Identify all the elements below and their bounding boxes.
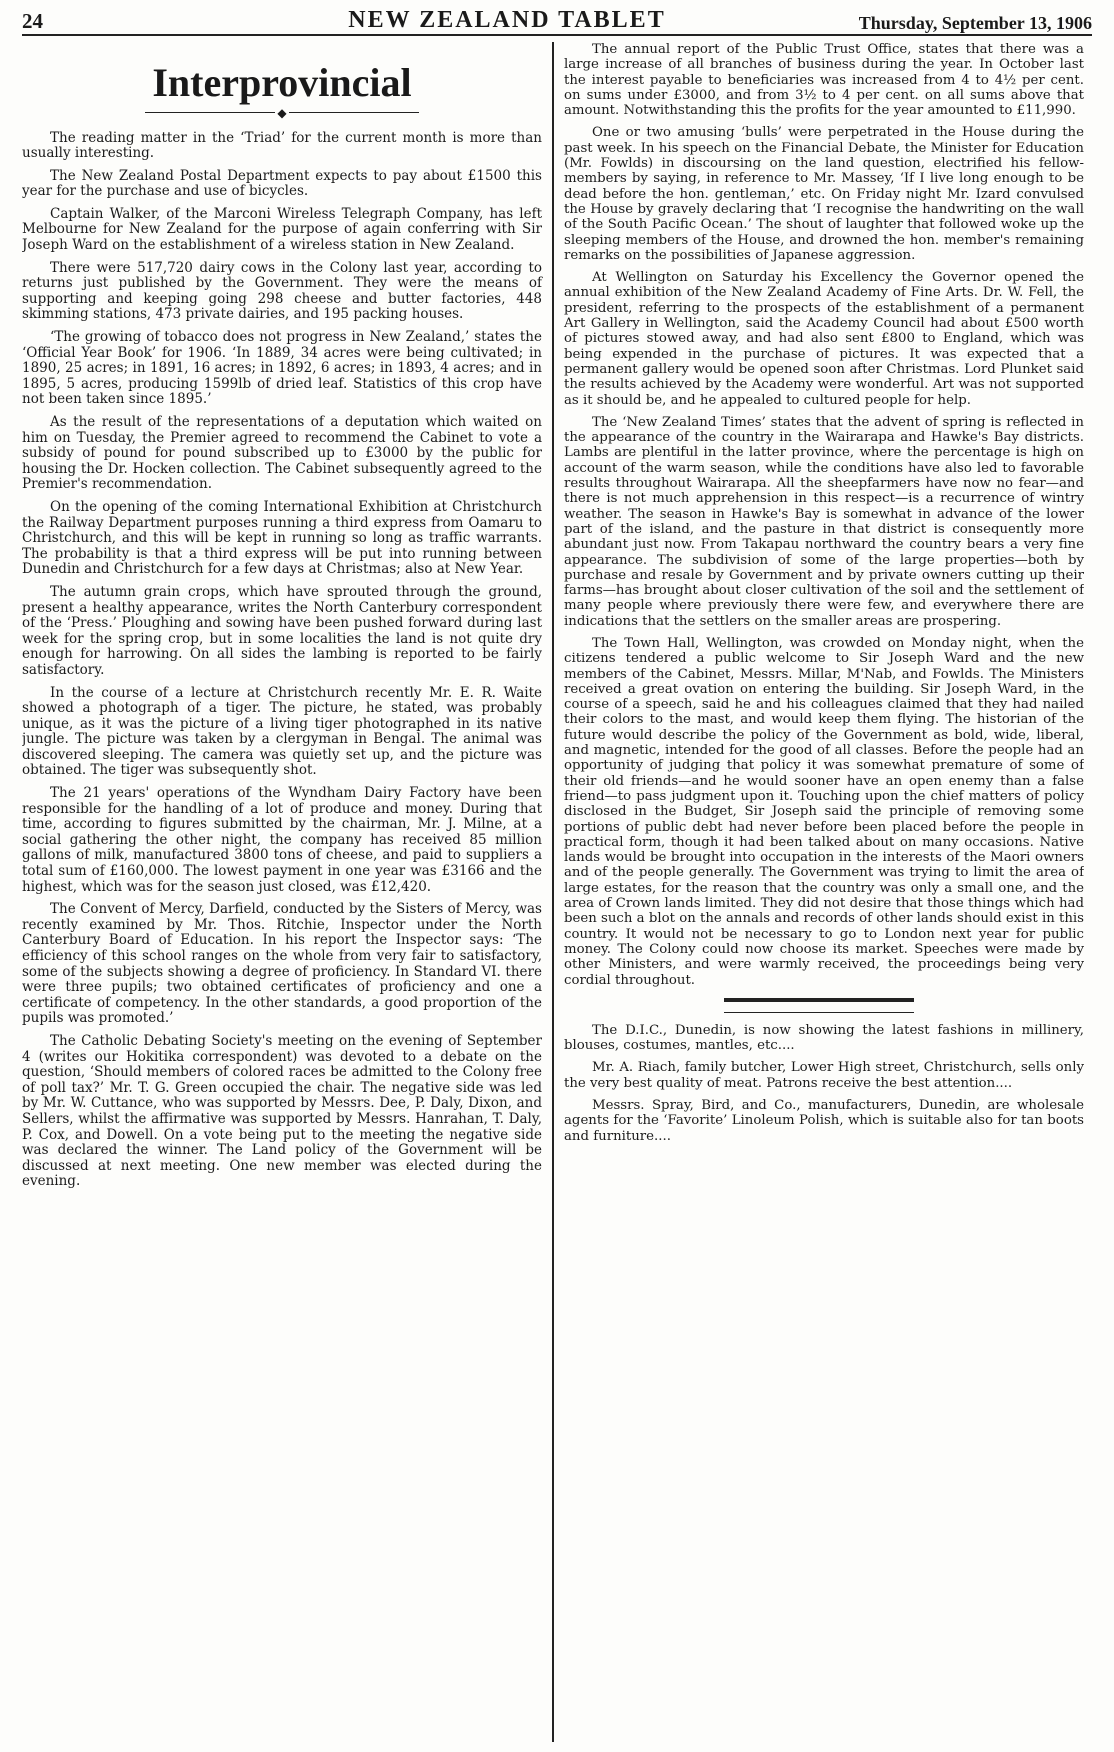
article-paragraph: At Wellington on Saturday his Excellency the Governor opened the annual exhibition of the New Zealand Academy of Fine Arts. Dr. W. Fell, the president, referring to the prospects of the establishment of a permanent Art Gallery in Wellington, said the Academy Council had about £500 worth of pictures stowed away, and had also sent £800 to England, which was being expended in the purchase of pictures. It was expected that a permanent gallery would be opened soon after Christmas. Lord Plunket said the results achieved by the Academy were wonderful. Art was not supported as it should be, and he appealed to cultured people for help. bbox=[564, 270, 1084, 408]
masthead bbox=[22, 4, 1092, 36]
left-column bbox=[22, 42, 552, 1742]
article-paragraph: The Convent of Mercy, Darfield, conducted by the Sisters of Mercy, was recently examined by Mr. Thos. Ritchie, Inspector under the North Canterbury Board of Education. In his report the Inspector says: ‘The efficiency of this school ranges on the whole from very fair to satisfactory, some of the subjects showing a degree of proficiency. In Standard VI. there were three pupils; two obtained certificates of proficiency and one a certificate of competency. In the other standards, a good proportion of the pupils was promoted.’ bbox=[22, 901, 542, 1027]
article-paragraph: The Town Hall, Wellington, was crowded on Monday night, when the citizens tendered a public welcome to Sir Joseph Ward and the new members of the Cabinet, Messrs. Millar, M'Nab, and Fowlds. The Ministers received a great ovation on entering the building. Sir Joseph Ward, in the course of a speech, said he and his colleagues claimed that they had nailed their colors to the mast, and would keep them flying. The historian of the future would describe the policy of the Government as bold, wide, liberal, and magnetic, intended for the good of all classes. Before the people had an opportunity of judging that policy it was somewhat premature of some of their old friends—and he would sooner have an open enemy than a false friend—to pass judgment upon it. Touching upon the chief matters of policy disclosed in the Budget, Sir Joseph said the principle of removing some portions of public debt had never before been placed before the people in practical form, though it had been talked about on many occasions. Native lands would be brought into occupation in the interests of the Maori owners and of the people generally. The Government was trying to limit the area of large estates, for the reason that the country was only a small one, and the area of Crown lands limited. They did not desire that those things which had been such a blot on the annals and records of other lands should exist in this country. It would not be necessary to go to London next year for public money. The Colony could now choose its market. Speeches were made by other Ministers, and were warmly received, the proceedings being very cordial throughout. bbox=[564, 635, 1084, 988]
article-paragraph: There were 517,720 dairy cows in the Colony last year, according to returns just published by the Government. They were the means of supporting and keeping going 298 cheese and butter factories, 448 skimming stations, 473 private dairies, and 195 packing houses. bbox=[22, 259, 542, 323]
article-paragraph: One or two amusing ‘bulls’ were perpetrated in the House during the past week. In his speech on the Financial Debate, the Minister for Education (Mr. Fowlds) in discoursing on the land question, electrified his fellow-members by saying, in reference to Mr. Massey, ‘If I live long enough to be dead before the hon. gentleman,’ etc. On Friday night Mr. Izard convulsed the House by gravely declaring that ‘I recognise the handwriting on the wall of the South Pacific Ocean.’ The shout of laughter that followed woke up the sleeping members of the House, and drowned the hon. member's remaining remarks on the possibilities of Japanese aggression. bbox=[564, 125, 1084, 263]
article-paragraph: The ‘New Zealand Times’ states that the advent of spring is reflected in the appearance of the country in the Wairarapa and Hawke's Bay districts. Lambs are plentiful in the latter province, where the percentage is high on account of the warm season, while the conditions have also led to favorable results throughout Wairarapa. All the sheepfarmers have now no fear—and there is not much apprehension in this respect—is a recurrence of wintry weather. The season in Hawke's Bay is somewhat in advance of the lower part of the island, and the pasture in that district is consequently more abundant just now. From Takapau northward the country bears a very fine appearance. The subdivision of some of the large properties—both by purchase and resale by Government and by private owners cutting up their farms—has brought about closer cultivation of the soil and the settlement of many people where previously there were few, and everywhere there are indications that the settlers on the smaller areas are prospering. bbox=[564, 414, 1084, 629]
article-paragraph: The Catholic Debating Society's meeting on the evening of September 4 (writes our Hokitika correspondent) was devoted to a debate on the question, ‘Should members of colored races be admitted to the Colony free of poll tax?’ Mr. T. G. Green occupied the chair. The negative side was led by Mr. W. Cuttance, who was supported by Messrs. Dee, P. Daly, Dixon, and Sellers, whilst the affirmative was supported by Messrs. Hanrahan, T. Daly, P. Cox, and Dowell. On a vote being put to the meeting the negative side was declared the winner. The Land policy of the Government will be discussed at next meeting. One new member was elected during the evening. bbox=[22, 1032, 542, 1190]
section-separator bbox=[724, 998, 914, 1002]
article-paragraph: ‘The growing of tobacco does not progress in New Zealand,’ states the ‘Official Year Book’ for 1906. ‘In 1889, 34 acres were being cultivated; in 1890, 25 acres; in 1891, 16 acres; in 1892, 6 acres; in 1893, 4 acres; and in 1895, 5 acres, producing 1599lb of dried leaf. Statistics of this crop have not been taken since 1895.’ bbox=[22, 329, 542, 408]
article-paragraph: As the result of the representations of a deputation which waited on him on Tuesday, the Premier agreed to recommend the Cabinet to vote a subsidy of pound for pound subscribed up to £3000 by the public for housing the Dr. Hocken collection. The Cabinet subsequently agreed to the Premier's recommendation. bbox=[22, 414, 542, 493]
publication-title: NEW ZEALAND TABLET bbox=[348, 7, 666, 33]
section-separator-thin bbox=[724, 1012, 914, 1013]
section-heading: Interprovincial bbox=[152, 60, 412, 105]
article-paragraph: On the opening of the coming International Exhibition at Christchurch the Railway Department purposes running a third express from Oamaru to Christchurch, and this will be kept in running so long as traffic warrants. The probability is that a third express will be put into running between Dunedin and Christchurch for a few days at Christmas; also at New Year. bbox=[22, 498, 542, 578]
notice-paragraph: Messrs. Spray, Bird, and Co., manufacturers, Dunedin, are wholesale agents for the ‘Favorite’ Linoleum Polish, which is suitable also for tan boots and furniture.... bbox=[564, 1098, 1084, 1144]
issue-date: Thursday, September 13, 1906 bbox=[858, 13, 1092, 33]
article-paragraph: Captain Walker, of the Marconi Wireless Telegraph Company, has left Melbourne for New Zealand for the purpose of again conferring with Sir Joseph Ward on the establishment of a wireless station in New Zealand. bbox=[22, 205, 542, 254]
article-paragraph: The New Zealand Postal Department expects to pay about £1500 this year for the purchase and use of bicycles. bbox=[22, 167, 542, 200]
article-paragraph: The autumn grain crops, which have sprouted through the ground, present a healthy appearance, writes the North Canterbury correspondent of the ‘Press.’ Ploughing and sowing have been pushed forward during last week for the spring crop, but in some localities the land is not quite dry enough for harrowing. On all sides the lambing is reported to be fairly satisfactory. bbox=[22, 583, 542, 678]
notice-paragraph: Mr. A. Riach, family butcher, Lower High street, Christchurch, sells only the very best quality of meat. Patrons receive the best attention.... bbox=[564, 1060, 1084, 1091]
article-paragraph: In the course of a lecture at Christchurch recently Mr. E. R. Waite showed a photograph of a tiger. The picture, he stated, was probably unique, as it was the picture of a living tiger photographed in its native jungle. The picture was taken by a clergyman in Bengal. The animal was discovered sleeping. The camera was quietly set up, and the picture was obtained. The tiger was subsequently shot. bbox=[22, 684, 542, 779]
page-number: 24 bbox=[22, 9, 43, 33]
article-paragraph: The 21 years' operations of the Wyndham Dairy Factory have been responsible for the handling of a lot of produce and money. During that time, according to figures submitted by the chairman, Mr. J. Milne, at a social gathering the other night, the company has received 85 million gallons of milk, manufactured 3800 tons of cheese, and paid to suppliers a total sum of £160,000. The lowest payment in one year was £3166 and the highest, which was for the season just closed, was £12,420. bbox=[22, 785, 542, 895]
right-column bbox=[554, 42, 1084, 1742]
article-paragraph: The reading matter in the ‘Triad’ for the current month is more than usually interesting. bbox=[22, 129, 542, 162]
notice-paragraph: The D.I.C., Dunedin, is now showing the latest fashions in millinery, blouses, costumes, mantles, etc.... bbox=[564, 1022, 1084, 1054]
columns bbox=[22, 42, 1092, 1742]
heading-ornament: ◆ bbox=[22, 106, 542, 119]
article-paragraph: The annual report of the Public Trust Office, states that there was a large increase of all branches of business during the year. In October last the interest payable to beneficiaries was increased from 4 to 4½ per cent. on sums under £3000, and from 3½ to 4 per cent. on all sums above that amount. Notwithstanding this the profits for the year amounted to £11,990. bbox=[564, 42, 1084, 119]
